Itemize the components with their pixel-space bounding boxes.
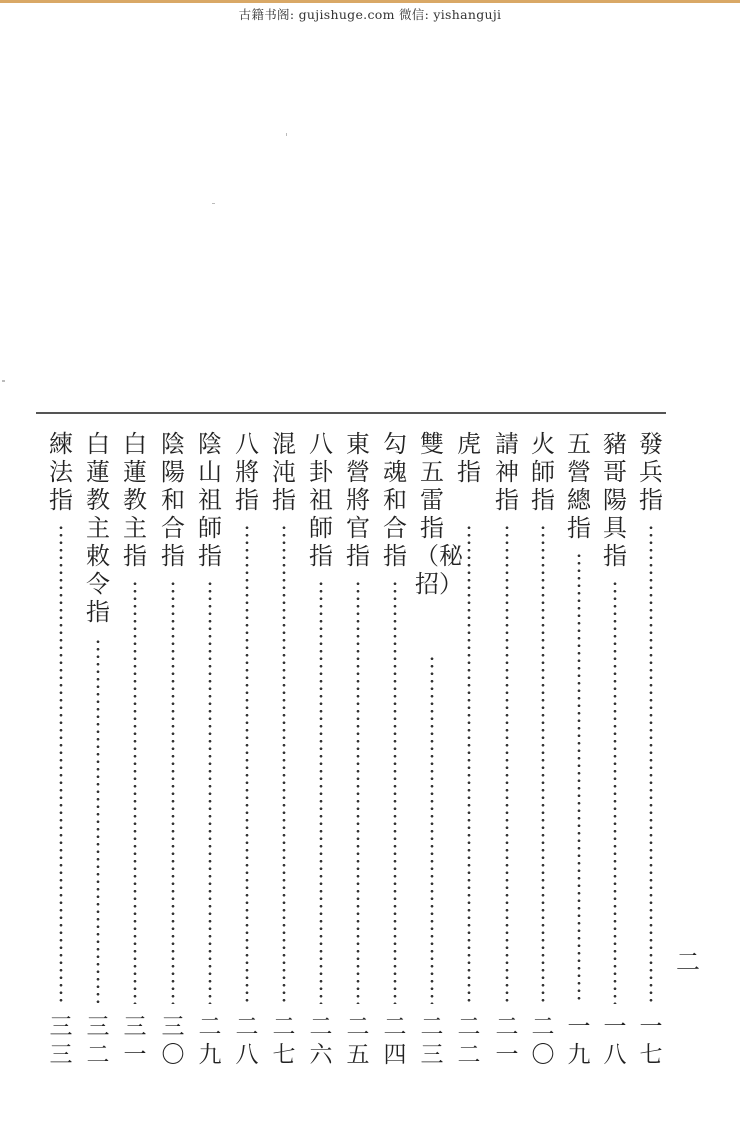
toc-entry[interactable] — [267, 430, 301, 1070]
dot-leader — [467, 524, 471, 1004]
scan-speck — [2, 380, 5, 382]
entry-title: 東營將官指 — [346, 430, 370, 570]
dot-leader — [96, 638, 100, 1004]
toc-entry[interactable] — [156, 430, 190, 1070]
dot-leader — [505, 524, 509, 1004]
dot-leader — [613, 580, 617, 1004]
entry-title: 白蓮教主敕令指 — [86, 430, 110, 626]
entry-title: 八將指 — [235, 430, 259, 514]
entry-title: 勾魂和合指 — [383, 430, 407, 570]
entry-page-number: 一七 — [639, 1014, 663, 1068]
entry-page-number: 二六 — [309, 1014, 333, 1068]
toc-entry[interactable] — [562, 430, 596, 1070]
entry-title: 八卦祖師指 — [309, 430, 333, 570]
entry-title: 白蓮教主指 — [123, 430, 147, 570]
entry-title: 火師指 — [531, 430, 555, 514]
toc-entry[interactable] — [118, 430, 152, 1070]
toc-entry[interactable] — [44, 430, 78, 1070]
entry-title: 混沌指 — [272, 430, 296, 514]
entry-page-number: 三二 — [86, 1014, 110, 1068]
horizontal-rule — [36, 412, 666, 414]
folio-page-number: 二 — [676, 948, 700, 976]
entry-page-number: 一九 — [567, 1014, 591, 1068]
entry-page-number: 一八 — [603, 1014, 627, 1068]
toc-entry[interactable] — [341, 430, 375, 1070]
dot-leader — [171, 580, 175, 1004]
entry-title: 陰陽和合指 — [161, 430, 185, 570]
scan-speck — [286, 133, 287, 136]
dot-leader — [430, 655, 434, 1004]
dot-leader — [649, 524, 653, 1004]
entry-title: 五營總指 — [567, 430, 591, 542]
entry-page-number: 二五 — [346, 1014, 370, 1068]
entry-title: 請神指 — [495, 430, 519, 514]
toc-entry[interactable] — [378, 430, 412, 1070]
entry-title: 豬哥陽具指 — [603, 430, 627, 570]
entry-page-number: 三〇 — [161, 1014, 185, 1068]
watermark-header: 古籍书阁: gujishuge.com 微信: yishanguji — [238, 7, 502, 22]
toc-entry[interactable] — [81, 430, 115, 1070]
toc-entry[interactable] — [230, 430, 264, 1070]
dot-leader — [356, 580, 360, 1004]
top-border-strip — [0, 0, 740, 3]
dot-leader — [282, 524, 286, 1004]
toc-entry[interactable] — [598, 430, 632, 1070]
dot-leader — [319, 580, 323, 1004]
entry-page-number: 二二 — [457, 1014, 481, 1068]
entry-page-number: 二九 — [198, 1014, 222, 1068]
dot-leader — [541, 524, 545, 1004]
toc-entry[interactable] — [304, 430, 338, 1070]
dot-leader — [245, 524, 249, 1004]
entry-title: 雙五雷指（秘招） — [415, 430, 463, 598]
toc-entry[interactable] — [193, 430, 227, 1070]
entry-page-number: 二三 — [420, 1014, 444, 1068]
toc-entry[interactable] — [526, 430, 560, 1070]
entry-page-number: 三一 — [123, 1014, 147, 1068]
entry-page-number: 二七 — [272, 1014, 296, 1068]
entry-title: 陰山祖師指 — [198, 430, 222, 570]
dot-leader — [133, 580, 137, 1004]
entry-page-number: 二一 — [495, 1014, 519, 1068]
entry-page-number: 二〇 — [531, 1014, 555, 1068]
entry-title: 虎 指 — [457, 430, 481, 486]
dot-leader — [577, 552, 581, 1004]
toc-entry[interactable] — [415, 430, 463, 1070]
dot-leader — [393, 580, 397, 1004]
entry-page-number: 二四 — [383, 1014, 407, 1068]
toc-entry[interactable] — [634, 430, 668, 1070]
entry-page-number: 二八 — [235, 1014, 259, 1068]
entry-title: 發兵指 — [639, 430, 663, 514]
toc-entry[interactable] — [452, 430, 486, 1070]
dot-leader — [208, 580, 212, 1004]
toc-entry[interactable] — [490, 430, 524, 1070]
entry-page-number: 三三 — [49, 1014, 73, 1068]
scan-speck — [212, 203, 215, 204]
entry-title: 練法指 — [49, 430, 73, 514]
dot-leader — [59, 524, 63, 1004]
